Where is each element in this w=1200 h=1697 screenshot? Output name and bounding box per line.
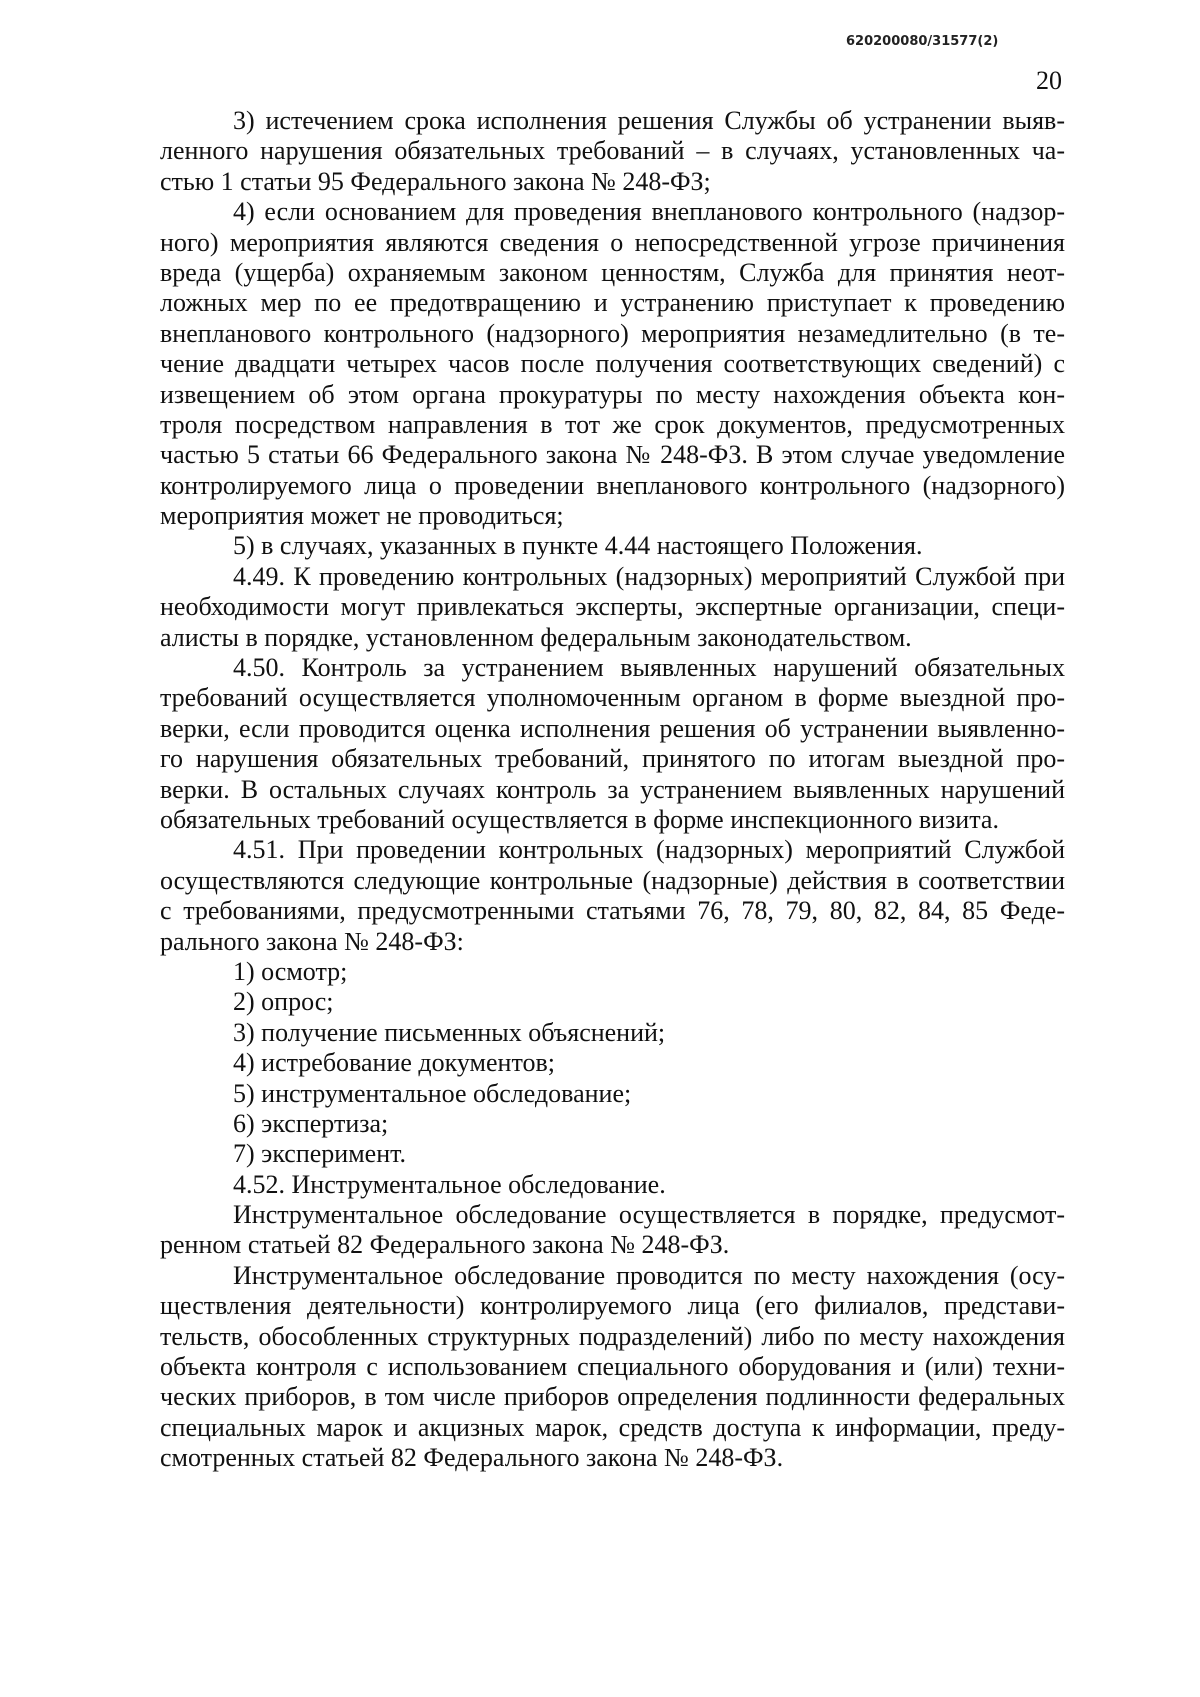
text-line: алисты в порядке, установленном федеральным законодательством. (160, 622, 912, 652)
text-line: 5) инструментальное обследование; (233, 1078, 632, 1108)
text-line: чение двадцати четырех часов после получения соответствующих сведений) с (160, 349, 1065, 379)
text-line: троля посредством направления в тот же срок документов, предусмотренных (160, 409, 1065, 439)
text-line: необходимости могут привлекаться эксперты, экспертные организации, специ- (160, 592, 1065, 622)
text-line: 2) опрос; (233, 987, 334, 1017)
text-line: Инструментальное обследование проводится по месту нахождения (осу- (233, 1260, 1065, 1290)
text-line: тельств, обособленных структурных подразделений) либо по месту нахождения (160, 1321, 1065, 1351)
text-line: ренном статьей 82 Федерального закона № 248-ФЗ. (160, 1230, 730, 1260)
text-line: 3) получение письменных объяснений; (233, 1017, 666, 1047)
text-line: ществления деятельности) контролируемого лица (его филиалов, представи- (160, 1291, 1065, 1321)
text-line: 5) в случаях, указанных в пункте 4.44 настоящего Положения. (233, 531, 923, 561)
text-line: 1) осмотр; (233, 956, 348, 986)
document-body (160, 106, 1065, 1474)
text-line: 4.51. При проведении контрольных (надзорных) мероприятий Службой (233, 835, 1065, 865)
text-line: 4.50. Контроль за устранением выявленных нарушений обязательных (233, 653, 1065, 683)
text-line: обязательных требований осуществляется в форме инспекционного визита. (160, 804, 999, 834)
page-number: 20 (1036, 66, 1062, 95)
text-line: объекта контроля с использованием специального оборудования и (или) техни- (160, 1352, 1065, 1382)
text-line: ного) мероприятия являются сведения о непосредственной угрозе причинения (160, 227, 1065, 257)
text-line: 6) экспертиза; (233, 1108, 389, 1138)
text-line: специальных марок и акцизных марок, средств доступа к информации, преду- (160, 1412, 1065, 1442)
text-line: ческих приборов, в том числе приборов определения подлинности федеральных (160, 1382, 1065, 1412)
text-line: смотренных статьей 82 Федерального закона № 248-ФЗ. (160, 1443, 784, 1473)
text-line: с требованиями, предусмотренными статьями 76, 78, 79, 80, 82, 84, 85 Феде- (160, 896, 1065, 926)
text-line: контролируемого лица о проведении внепланового контрольного (надзорного) (160, 470, 1065, 500)
text-line: рального закона № 248-ФЗ: (160, 926, 464, 956)
text-line: ложных мер по ее предотвращению и устранению приступает к проведению (160, 288, 1065, 318)
text-line: верки, если проводится оценка исполнения решения об устранении выявленно- (160, 713, 1065, 743)
text-line: 4) если основанием для проведения внепланового контрольного (надзор- (233, 197, 1065, 227)
document-number: 620200080/31577(2) (846, 34, 999, 49)
text-line: верки. В остальных случаях контроль за устранением выявленных нарушений (160, 774, 1065, 804)
text-line: вреда (ущерба) охраняемым законом ценностям, Служба для принятия неот- (160, 257, 1065, 287)
text-line: 4.52. Инструментальное обследование. (233, 1169, 666, 1199)
text-line: требований осуществляется уполномоченным органом в форме выездной про- (160, 683, 1065, 713)
text-line: извещением об этом органа прокуратуры по месту нахождения объекта кон- (160, 379, 1065, 409)
text-line: 3) истечением срока исполнения решения Службы об устранении выяв- (233, 106, 1065, 135)
text-line: Инструментальное обследование осуществляется в порядке, предусмот- (233, 1200, 1065, 1230)
text-line: 4) истребование документов; (233, 1048, 555, 1078)
text-line: стью 1 статьи 95 Федерального закона № 248-ФЗ; (160, 166, 711, 196)
text-line: ленного нарушения обязательных требований – в случаях, установленных ча- (160, 136, 1065, 166)
text-line: внепланового контрольного (надзорного) мероприятия незамедлительно (в те- (160, 318, 1065, 348)
text-line: го нарушения обязательных требований, принятого по итогам выездной про- (160, 744, 1065, 774)
text-line: частью 5 статьи 66 Федерального закона № 248-ФЗ. В этом случае уведомление (160, 440, 1065, 470)
text-line: мероприятия может не проводиться; (160, 501, 564, 531)
text-line: 7) эксперимент. (233, 1139, 407, 1169)
text-line: 4.49. К проведению контрольных (надзорных) мероприятий Службой при (233, 561, 1065, 591)
text-line: осуществляются следующие контрольные (надзорные) действия в соответствии (160, 865, 1065, 895)
